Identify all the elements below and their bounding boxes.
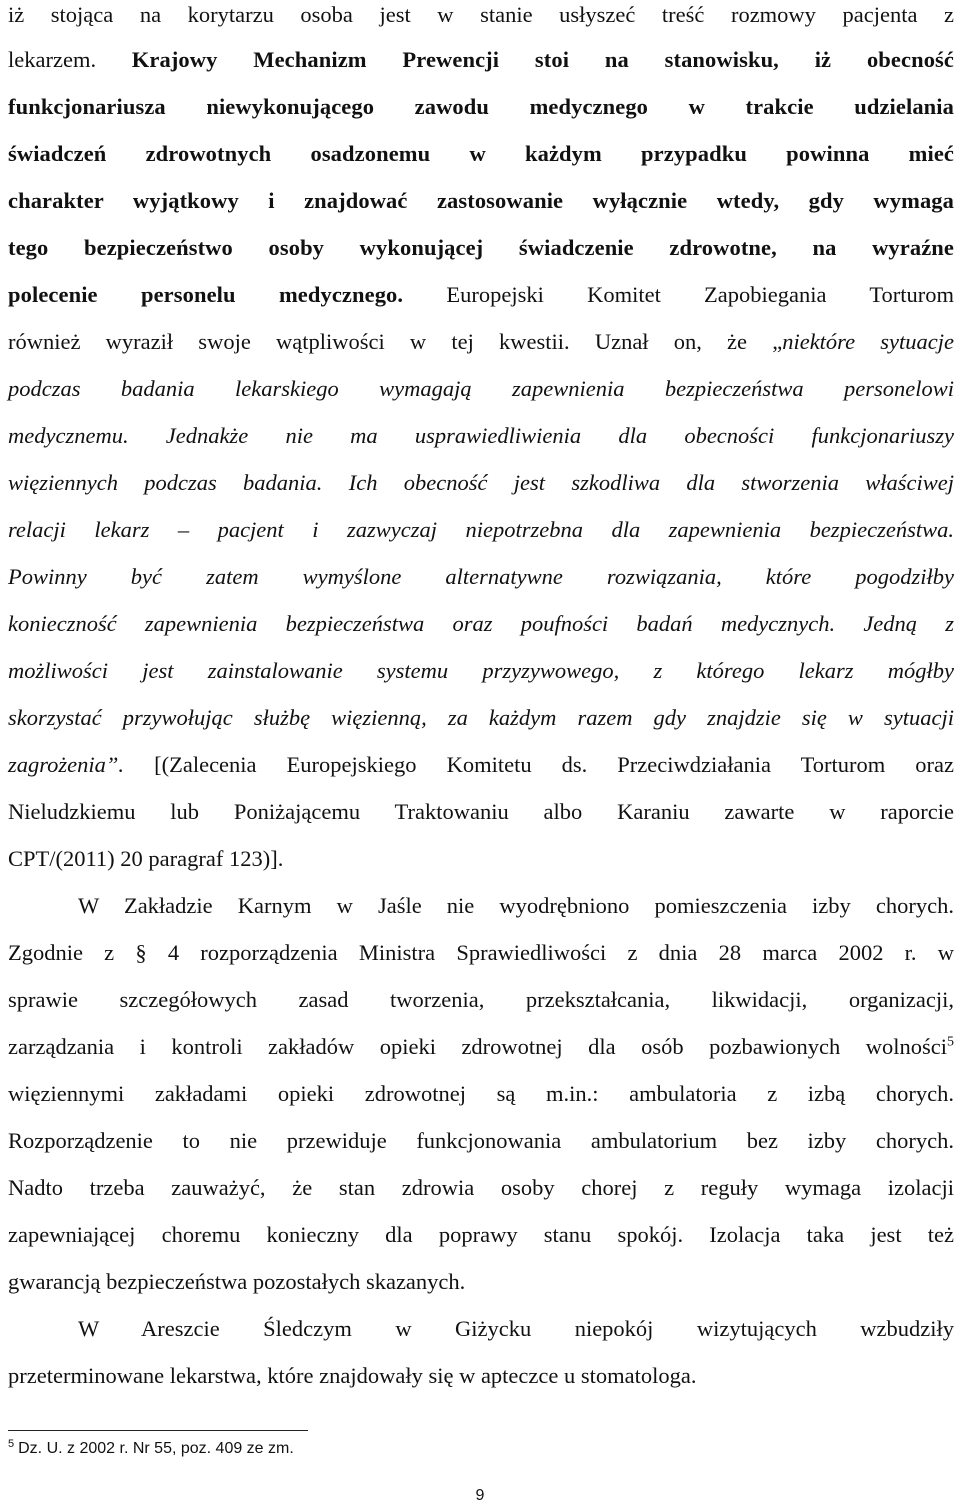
page-number: 9 bbox=[475, 1487, 485, 1504]
text-line bbox=[8, 1361, 954, 1391]
italic-text-run: więziennych podczas badania. Ich obecność jest szkodliwa dla stworzenia właściwej bbox=[8, 470, 954, 495]
text-line bbox=[8, 468, 954, 498]
text-line bbox=[8, 1173, 954, 1203]
text-line bbox=[8, 421, 954, 451]
text-run: Uznał on, że „ bbox=[594, 329, 783, 354]
italic-text-run: niektóre sytuacje bbox=[782, 329, 954, 354]
footnote-divider bbox=[8, 1430, 308, 1431]
italic-text-run: medycznemu. Jednakże nie ma usprawiedliwienia dla obecności funkcjonariuszy bbox=[8, 423, 954, 448]
text-line bbox=[8, 0, 954, 30]
text-line bbox=[8, 1314, 954, 1344]
text-run: przeterminowane lekarstwa, które znajdowały się w apteczce u stomatologa. bbox=[8, 1363, 697, 1388]
text-line bbox=[8, 1032, 954, 1062]
text-run: Nieludzkiemu lub Poniżającemu Traktowaniu albo Karaniu zawarte w raporcie bbox=[8, 799, 954, 824]
italic-text-run: zagrożenia”. bbox=[8, 752, 125, 777]
text-line bbox=[8, 938, 954, 968]
text-run: sprawie szczegółowych zasad tworzenia, przekształcania, likwidacji, organizacji, bbox=[8, 987, 954, 1012]
text-line bbox=[8, 1220, 954, 1250]
italic-text-run: podczas badania lekarskiego wymagają zapewnienia bezpieczeństwa personelowi bbox=[8, 376, 954, 401]
text-run: [(Zalecenia Europejskiego Komitetu ds. Przeciwdziałania Torturom oraz bbox=[154, 752, 955, 777]
bold-text-run: tego bezpieczeństwo osoby wykonującej świadczenie zdrowotne, na wyraźne bbox=[8, 235, 954, 260]
text-line bbox=[8, 703, 954, 733]
text-line bbox=[8, 891, 954, 921]
text-run: Rozporządzenie to nie przewiduje funkcjonowania ambulatorium bez izby chorych. bbox=[8, 1128, 954, 1153]
text-line bbox=[8, 656, 954, 686]
text-run: W Zakładzie Karnym w Jaśle nie wyodrębniono pomieszczenia izby chorych. bbox=[78, 893, 954, 918]
text-line bbox=[8, 985, 954, 1015]
text-run: gwarancją bezpieczeństwa pozostałych skazanych. bbox=[8, 1269, 466, 1294]
italic-text-run: relacji lekarz – pacjent i zazwyczaj niepotrzebna dla zapewnienia bezpieczeństwa. bbox=[8, 517, 954, 542]
text-line bbox=[8, 92, 954, 122]
text-line bbox=[8, 45, 954, 75]
text-run: więziennymi zakładami opieki zdrowotnej są m.in.: ambulatoria z izbą chorych. bbox=[8, 1081, 954, 1106]
text-line bbox=[8, 844, 954, 874]
bold-text-run: charakter wyjątkowy i znajdować zastosowanie wyłącznie wtedy, gdy wymaga bbox=[8, 188, 954, 213]
bold-text-run: funkcjonariusza niewykonującego zawodu medycznego w trakcie udzielania bbox=[8, 94, 954, 119]
text-line bbox=[8, 562, 954, 592]
text-run: Europejski Komitet Zapobiegania Torturom bbox=[446, 282, 954, 307]
bold-text-run: polecenie personelu medycznego. bbox=[8, 282, 404, 307]
text-line bbox=[8, 280, 954, 310]
text-line bbox=[8, 797, 954, 827]
text-run: zarządzania i kontroli zakładów opieki zdrowotnej dla osób pozbawionych wolności bbox=[8, 1034, 947, 1059]
text-line bbox=[8, 327, 954, 357]
italic-text-run: konieczność zapewnienia bezpieczeństwa oraz poufności badań medycznych. Jedną z bbox=[8, 611, 954, 636]
footnote-text: Dz. U. z 2002 r. Nr 55, poz. 409 ze zm. bbox=[18, 1440, 294, 1457]
bold-text-run: Krajowy Mechanizm Prewencji stoi na stanowisku, iż obecność bbox=[131, 47, 954, 72]
text-run: CPT/(2011) 20 paragraf 123)]. bbox=[8, 846, 284, 871]
text-line bbox=[8, 1079, 954, 1109]
text-line bbox=[8, 139, 954, 169]
footnote bbox=[8, 1437, 294, 1458]
text-run: Nadto trzeba zauważyć, że stan zdrowia osoby chorej z reguły wymaga izolacji bbox=[8, 1175, 954, 1200]
text-line bbox=[8, 374, 954, 404]
bold-text-run: świadczeń zdrowotnych osadzonemu w każdym przypadku powinna mieć bbox=[8, 141, 954, 166]
text-line bbox=[8, 609, 954, 639]
text-run: również wyraził swoje wątpliwości w tej kwestii. bbox=[8, 329, 570, 354]
footnote-reference[interactable]: 5 bbox=[947, 1034, 954, 1050]
text-run: zapewniającej choremu konieczny dla poprawy stanu spokój. Izolacja taka jest też bbox=[8, 1222, 954, 1247]
text-line bbox=[8, 1126, 954, 1156]
footnote-mark: 5 bbox=[8, 1437, 15, 1450]
text-line bbox=[8, 515, 954, 545]
text-run: W Areszcie Śledczym w Giżycku niepokój wizytujących wzbudziły bbox=[78, 1316, 954, 1341]
text-run: Zgodnie z § 4 rozporządzenia Ministra Sprawiedliwości z dnia 28 marca 2002 r. w bbox=[8, 940, 954, 965]
italic-text-run: skorzystać przywołując służbę więzienną, za każdym razem gdy znajdzie się w sytuacji bbox=[8, 705, 954, 730]
text-line bbox=[8, 1267, 954, 1297]
text-line bbox=[8, 186, 954, 216]
text-line bbox=[8, 233, 954, 263]
text-run: iż stojąca na korytarzu osoba jest w stanie usłyszeć treść rozmowy pacjenta z bbox=[8, 2, 954, 27]
italic-text-run: Powinny być zatem wymyślone alternatywne rozwiązania, które pogodziłby bbox=[8, 564, 954, 589]
text-line bbox=[8, 750, 954, 780]
text-run: lekarzem. bbox=[8, 47, 97, 72]
italic-text-run: możliwości jest zainstalowanie systemu przyzywowego, z którego lekarz mógłby bbox=[8, 658, 954, 683]
